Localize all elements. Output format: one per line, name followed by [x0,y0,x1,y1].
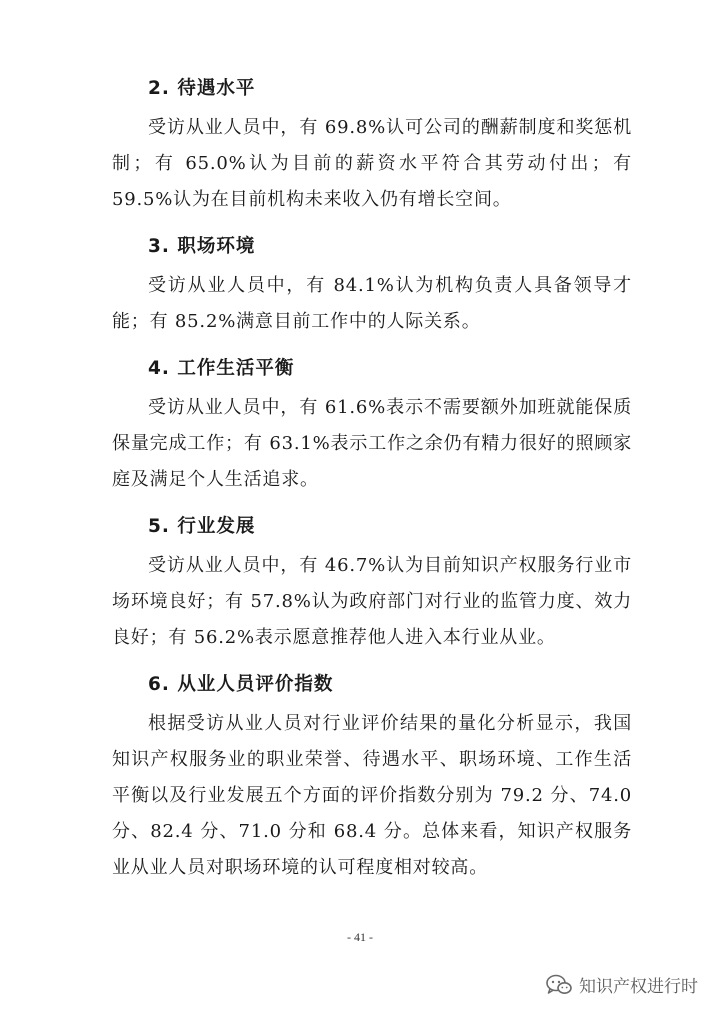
section-paragraph: 受访从业人员中，有 69.8%认可公司的酬薪制度和奖惩机制；有 65.0%认为目前的薪资水平符合其劳动付出；有 59.5%认为在目前机构未来收入仍有增长空间。 [112,117,632,210]
section-workplace-environment [112,230,632,340]
section-treatment-level [112,72,632,218]
page-number: - 41 - [347,930,373,944]
section-heading: 6. 从业人员评价指数 [148,674,334,695]
section-paragraph: 受访从业人员中，有 61.6%表示不需要额外加班就能保质保量完成工作；有 63.1%表示工作之余仍有精力很好的照顾家庭及满足个人生活追求。 [112,397,632,490]
section-heading: 3. 职场环境 [148,236,256,257]
document-body [112,72,632,886]
section-paragraph: 受访从业人员中，有 46.7%认为目前知识产权服务行业市场环境良好；有 57.8%认为政府部门对行业的监管力度、效力良好；有 56.2%表示愿意推荐他人进入本行业从业。 [112,555,632,648]
section-paragraph: 受访从业人员中，有 84.1%认为机构负责人具备领导才能；有 85.2%满意目前工作中的人际关系。 [112,275,632,332]
section-paragraph: 根据受访从业人员对行业评价结果的量化分析显示，我国知识产权服务业的职业荣誉、待遇水平、职场环境、工作生活平衡以及行业发展五个方面的评价指数分别为 79.2 分、74.0 分、82.4 分、71.0 分和 68.4 分。总体来看，知识产权服务业从业人员对职场环境的认可程度相对较高。 [112,713,632,878]
watermark-text: 知识产权进行时 [579,977,698,997]
section-work-life-balance [112,352,632,498]
section-evaluation-index [112,668,632,886]
section-heading: 2. 待遇水平 [148,78,256,99]
section-industry-development [112,510,632,656]
wechat-icon [545,973,573,997]
watermark [545,972,698,997]
section-heading: 4. 工作生活平衡 [148,358,295,379]
section-heading: 5. 行业发展 [148,516,256,537]
